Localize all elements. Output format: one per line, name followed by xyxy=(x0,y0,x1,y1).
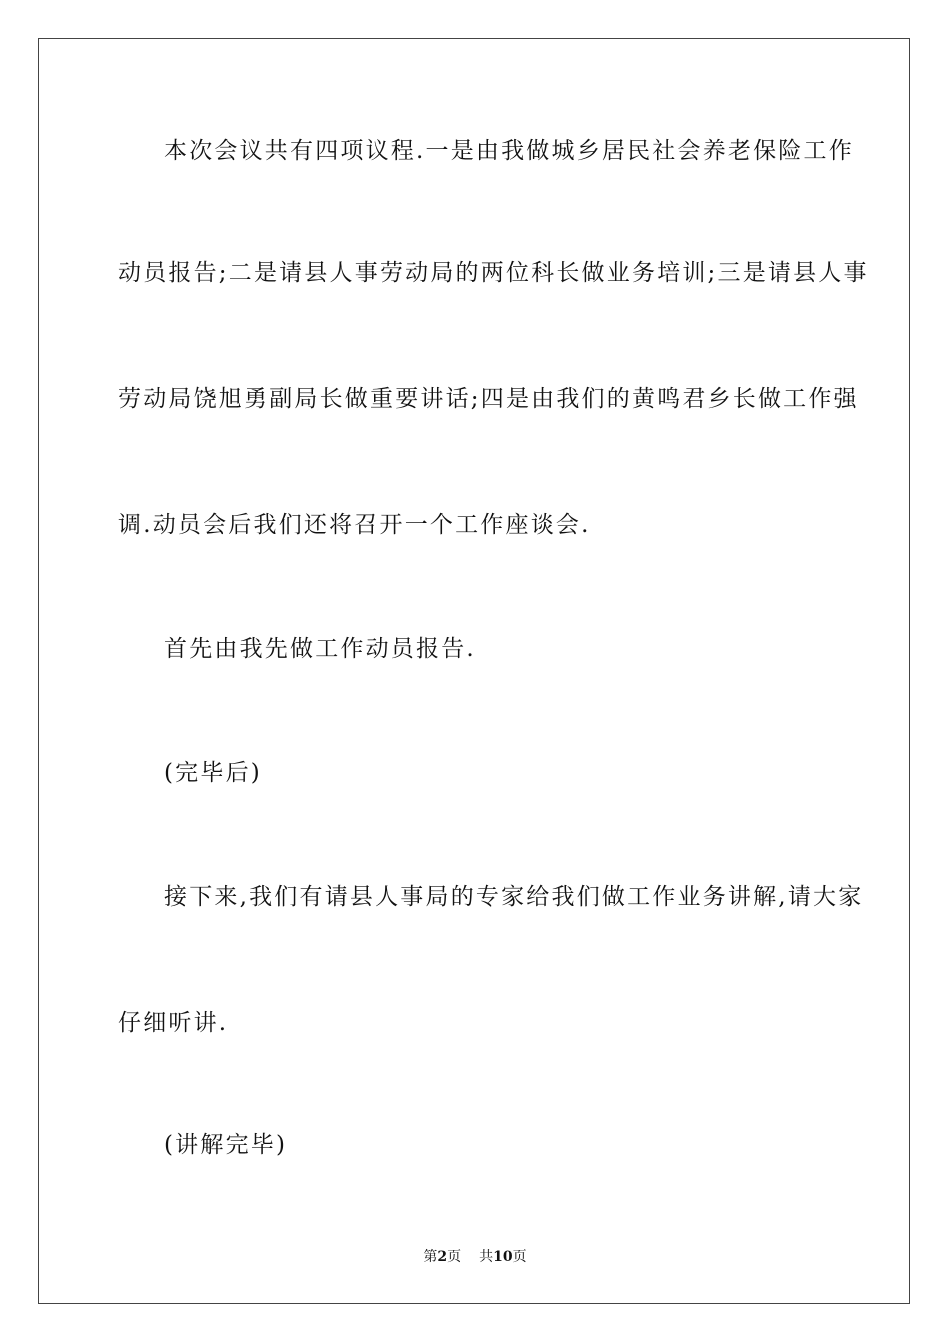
footer-page-number: 2 xyxy=(437,1249,448,1265)
footer-page-prefix: 第 xyxy=(423,1249,438,1265)
paragraph-line-5: 首先由我先做工作动员报告. xyxy=(164,636,476,662)
footer-total-suffix: 页 xyxy=(512,1249,527,1265)
paragraph-line-3: 劳动局饶旭勇副局长做重要讲话;四是由我们的黄鸣君乡长做工作强 xyxy=(118,386,859,412)
paragraph-line-8: 仔细听讲. xyxy=(118,1010,229,1036)
footer-total-prefix: 共 xyxy=(479,1249,494,1265)
paragraph-line-7: 接下来,我们有请县人事局的专家给我们做工作业务讲解,请大家 xyxy=(164,884,864,910)
page-border xyxy=(38,38,910,1304)
paragraph-line-2: 动员报告;二是请县人事劳动局的两位科长做业务培训;三是请县人事 xyxy=(118,260,869,286)
footer-total-number: 10 xyxy=(493,1249,513,1265)
paragraph-line-9: (讲解完毕) xyxy=(164,1132,288,1158)
paragraph-line-6: (完毕后) xyxy=(164,760,262,786)
page-footer xyxy=(0,1248,950,1266)
paragraph-line-1: 本次会议共有四项议程.一是由我做城乡居民社会养老保险工作 xyxy=(164,138,854,164)
paragraph-line-4: 调.动员会后我们还将召开一个工作座谈会. xyxy=(118,512,591,538)
footer-page-suffix: 页 xyxy=(447,1249,462,1265)
